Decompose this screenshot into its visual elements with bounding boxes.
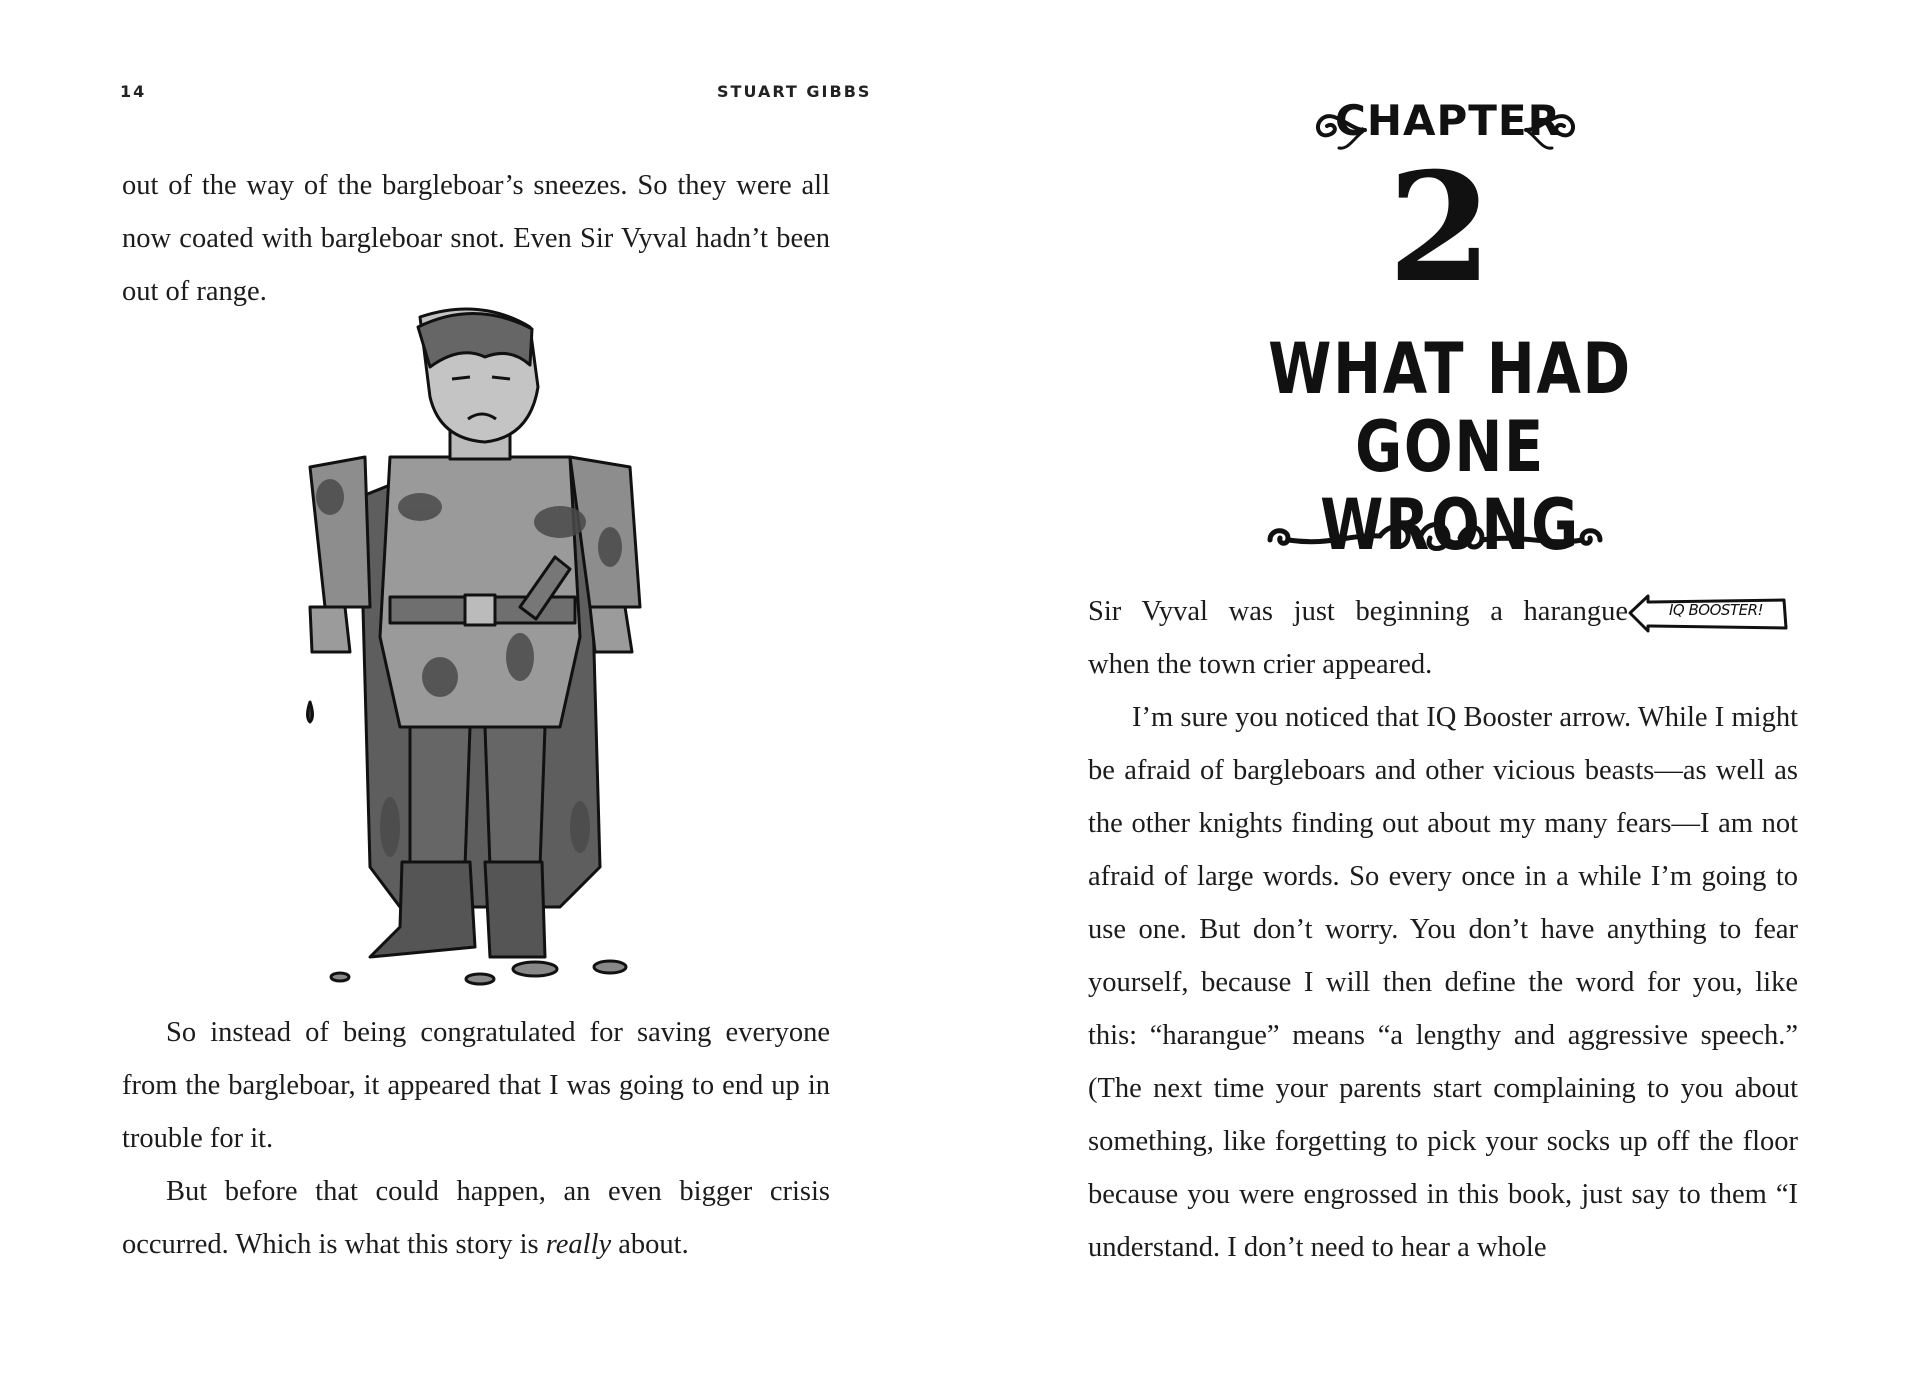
- paragraph-3-text-b: about.: [611, 1229, 689, 1260]
- right-paragraph-1-line-1: Sir Vyval was just beginning a harangue: [1088, 596, 1628, 627]
- right-paragraph-2: I’m sure you noticed that IQ Booster arrow. While I might be afraid of bargleboars and other vicious beasts—as well as the other knights finding out about my many fears—I am not afraid of large words. So every once in a while I’m going to use one. But don’t worry. You don’t have anything to fear yourself, because I will then define the word for you, like this: “harangue” means “a lengthy and aggressive speech.” (The next time your parents start complaining to you about something, like forgetting to pick your socks up off the floor because you were engrossed in this book, just say to them “I understand. I don’t need to hear a whole: [1088, 702, 1798, 1263]
- left-paragraph-2: So instead of being congratulated for saving everyone from the bargleboar, it appeared that I was going to end up in trouble for it.: [122, 1017, 830, 1154]
- right-body-text: [1088, 585, 1798, 1274]
- chapter-title-line-1: WHAT HAD GONE: [1268, 328, 1632, 488]
- paragraph-3-emphasis: really: [545, 1229, 612, 1260]
- running-head: STUART GIBBS: [717, 82, 872, 101]
- left-paragraph-3: [122, 1165, 830, 1271]
- paragraph-3-text-a: But before that could happen, an even bigger crisis occurred. Which is what this story is: [122, 1176, 830, 1260]
- left-top-text: [122, 159, 830, 318]
- iq-booster-label: IQ BOOSTER!: [1669, 601, 1763, 619]
- chapter-flourish-icon: [1260, 512, 1610, 562]
- left-bottom-text: [122, 1006, 830, 1271]
- right-paragraph-1: [1088, 585, 1798, 691]
- right-paragraph-1-line-2: when the town crier appeared.: [1088, 649, 1433, 680]
- chapter-word: CHAPTER: [1335, 96, 1561, 145]
- page-number: 14: [120, 82, 147, 101]
- chapter-title-line-2: WRONG: [1320, 484, 1580, 566]
- chapter-swirl-right-icon: [1520, 100, 1586, 156]
- left-paragraph-1: out of the way of the bargleboar’s sneezes. So they were all now coated with bargleboar snot. Even Sir Vyval hadn’t been out of range.: [122, 170, 830, 307]
- knight-illustration: [270, 307, 690, 987]
- chapter-number: 2: [1387, 140, 1493, 316]
